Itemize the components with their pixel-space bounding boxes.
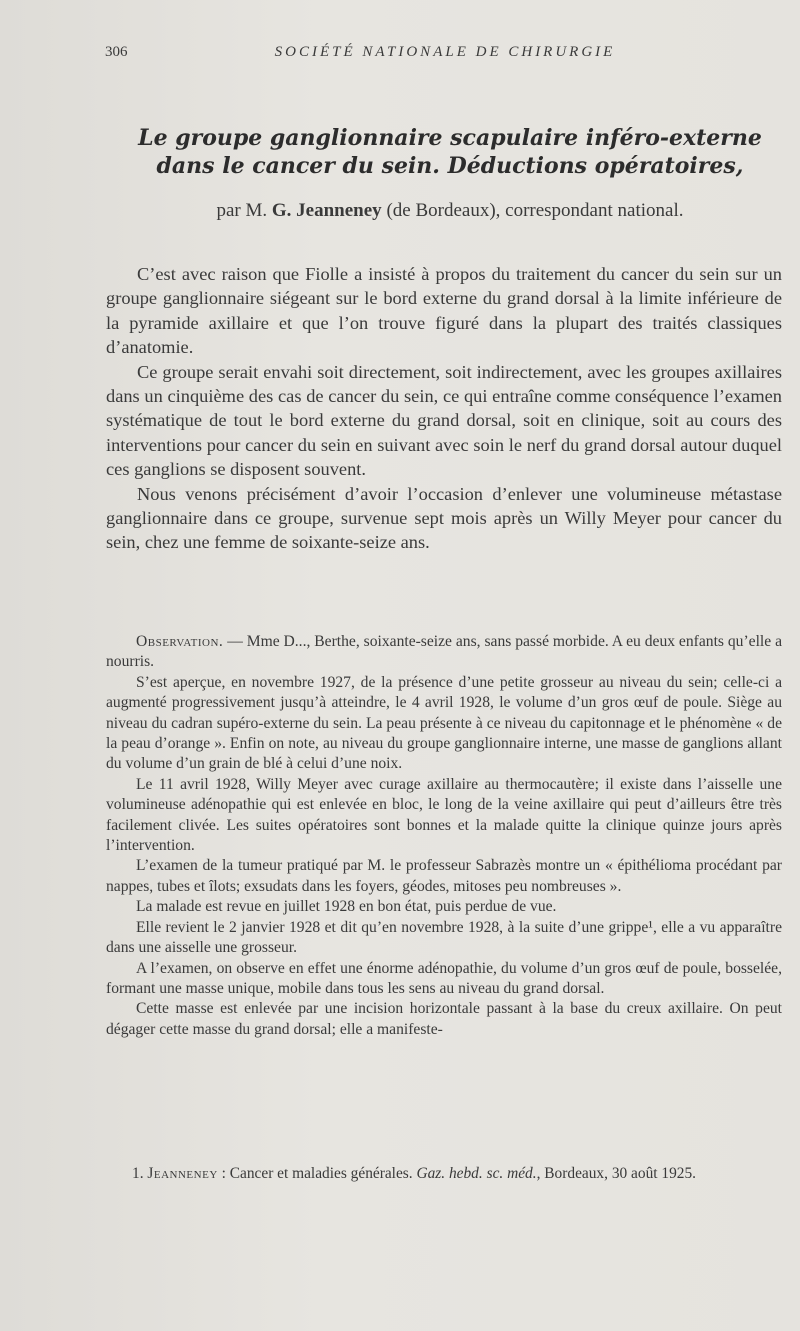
observation-paragraph: Le 11 avril 1928, Willy Meyer avec curage axillaire au thermocautère; il existe dans l’aisselle une volumineuse adénopathie qui est enlevée en bloc, le long de la veine axillaire qui peut d’ailleurs être très facilement clivée. Les suites opératoires sont bonnes et la malade quitte la clinique quinze jours après l’intervention. xyxy=(106,775,782,855)
byline-prefix: par M. xyxy=(216,200,272,221)
journal-title: SOCIÉTÉ NATIONALE DE CHIRURGIE xyxy=(274,44,616,60)
footnote-entry xyxy=(106,1164,782,1184)
observation-intro xyxy=(106,632,782,673)
footnote-text-b: , Bordeaux, 30 août 1925. xyxy=(536,1165,697,1182)
author-name: G. Jeanneney xyxy=(271,200,382,221)
title-line-1: Le groupe ganglionnaire scapulaire inféro-externe xyxy=(138,125,762,151)
observation-section xyxy=(106,632,782,1040)
footnote-text-a: : Cancer et maladies générales. xyxy=(217,1165,417,1182)
observation-intro-text: — Mme D..., Berthe, soixante-seize ans, sans passé morbide. A eu deux enfants qu’elle a nourris. xyxy=(106,633,782,671)
footnote-journal: Gaz. hebd. sc. méd. xyxy=(416,1165,537,1182)
article-title xyxy=(110,124,790,180)
observation-paragraph: A l’examen, on observe en effet une énorme adénopathie, du volume d’un gros œuf de poule, bosselée, formant une masse unique, mobile dans tous les sens au niveau du grand dorsal. xyxy=(106,959,782,997)
title-line-2: dans le cancer du sein. Déductions opératoires, xyxy=(156,153,744,179)
observation-paragraph: S’est aperçue, en novembre 1927, de la présence d’une petite grosseur au niveau du sein; celle-ci a augmenté progressivement jusqu’à atteindre, le 4 avril 1928, le volume d’un gros œuf de poule. Siège au niveau du cadran supéro-externe du sein. La peau présente à ce niveau du capitonnage et le phénomène « de la peau d’orange ». Enfin on note, au niveau du groupe ganglionnaire interne, une masse de ganglions allant du volume d’un grain de blé à celui d’une noix. xyxy=(106,673,782,773)
article-body xyxy=(106,262,782,555)
page-number: 306 xyxy=(105,44,128,60)
footnote-number: 1. xyxy=(132,1165,148,1182)
body-paragraph: C’est avec raison que Fiolle a insisté à propos du traitement du cancer du sein sur un groupe ganglionnaire siégeant sur le bord externe du grand dorsal à la limite inférieure de la pyramide axillaire et que l’on trouve figuré dans la plupart des traités classiques d’anatomie. xyxy=(106,264,782,358)
running-header xyxy=(105,44,785,68)
byline-suffix: (de Bordeaux), correspondant national. xyxy=(381,200,684,221)
observation-paragraph: La malade est revue en juillet 1928 en bon état, puis perdue de vue. xyxy=(136,898,557,916)
footnote-author: Jeanneney xyxy=(147,1165,218,1182)
body-paragraph: Nous venons précisément d’avoir l’occasion d’enlever une volumineuse métastase ganglionnaire dans ce groupe, survenue sept mois après un Willy Meyer pour cancer du sein, chez une femme de soixante-seize ans. xyxy=(106,483,782,553)
byline xyxy=(110,200,790,222)
observation-label: Observation. xyxy=(136,633,224,650)
footnote xyxy=(106,1164,782,1184)
observation-paragraph: L’examen de la tumeur pratiqué par M. le professeur Sabrazès montre un « épithélioma procédant par nappes, tubes et îlots; exsudats dans les foyers, géodes, mitoses peu nombreuses ». xyxy=(106,857,782,895)
observation-paragraph: Elle revient le 2 janvier 1928 et dit qu’en novembre 1928, à la suite d’une grippe¹, elle a vu apparaître dans une aisselle une grosseur. xyxy=(106,918,782,957)
observation-paragraph: Cette masse est enlevée par une incision horizontale passant à la base du creux axillaire. On peut dégager cette masse du grand dorsal; elle a manifeste- xyxy=(106,1000,782,1038)
body-paragraph: Ce groupe serait envahi soit directement, soit indirectement, avec les groupes axillaires dans un cinquième des cas de cancer du sein, ce qui entraîne comme conséquence l’examen systématique de tout le bord externe du grand dorsal, soit en clinique, soit au cours des interventions pour cancer du sein en suivant avec soin le nerf du grand dorsal autour duquel ces ganglions se disposent souvent. xyxy=(106,361,782,480)
